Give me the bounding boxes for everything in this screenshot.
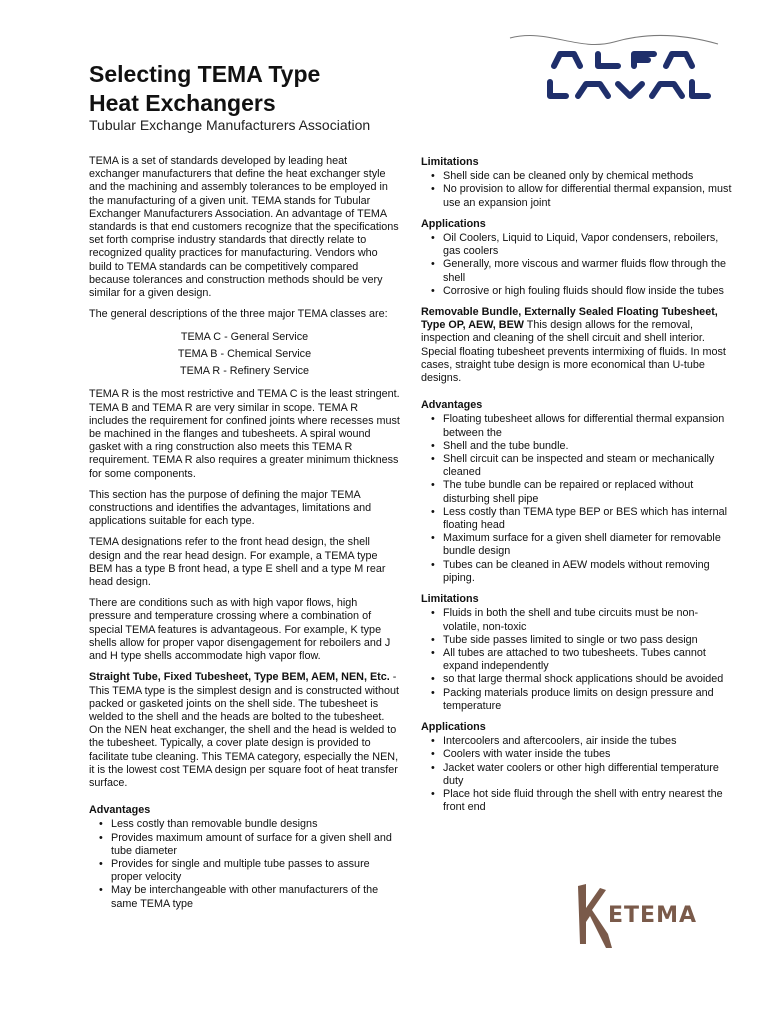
advantages-heading: Advantages <box>421 399 483 412</box>
tema-class-b: TEMA B - Chemical Service <box>177 348 312 361</box>
list-item: • Shell and the tube bundle. <box>443 440 733 453</box>
purpose-paragraph: This section has the purpose of defining the major TEMA constructions and identifies the advantages, limitations and applications suitable for each type. <box>89 488 372 528</box>
left-column <box>89 155 400 919</box>
applications-list <box>421 735 733 814</box>
tema-classes-list <box>89 329 400 380</box>
list-item: • Generally, more viscous and warmer fluids flow through the shell <box>443 258 733 284</box>
advantages-list <box>89 818 400 910</box>
conditions-paragraph: There are conditions such as with high vapor flows, high pressure and temperature crossing where a combination of special TEMA features is advantageous. For example, K type shells allow for proper vapor disengagement for reboilers and J and H type shells accommodate high vapor flow. <box>89 597 391 663</box>
list-item: • The tube bundle can be repaired or replaced without disturbing shell pipe <box>443 479 733 505</box>
list-item: • Coolers with water inside the tubes <box>443 748 733 761</box>
tema-class-r: TEMA R - Refinery Service <box>180 365 309 378</box>
tema-r-paragraph: TEMA R is the most restrictive and TEMA C is the least stringent. TEMA B and TEMA R are very similar in scope. TEMA R includes the requirement for confined joints where recesses must be machined in the flanges and tubesheets. A spiral wound gasket with a ring construction also meets this TEMA R requirement. TEMA R also requires a greater minimum thickness for some components. <box>89 388 400 480</box>
list-item: • Provides maximum amount of surface for a given shell and tube diameter <box>111 832 400 858</box>
limitations-heading: Limitations <box>421 593 479 606</box>
list-item: • Tubes can be cleaned in AEW models without removing piping. <box>443 559 733 585</box>
title-line-1: Selecting TEMA Type <box>89 61 321 87</box>
list-item: • Jacket water coolers or other high differential temperature duty <box>443 762 733 788</box>
list-item: • Maximum surface for a given shell diameter for removable bundle design <box>443 532 733 558</box>
page-subtitle: Tubular Exchange Manufacturers Association <box>89 117 371 133</box>
list-item: • Shell circuit can be inspected and steam or mechanically cleaned <box>443 453 733 479</box>
intro-paragraph: TEMA is a set of standards developed by leading heat exchanger manufacturers that define the heat exchanger style and the machining and assembly tolerances to be employed in the manufacturing of a given unit. TEMA stands for Tubular Exchanger Manufacturers Association. An advantage of TEMA standards is that end customers recognize that the specifications set forth comprise industry standards that directly relate to recognized quality practices for manufacturing. Vendors who build to TEMA standards can be competitively compared because tolerances and construction methods should be very similar for a given design. <box>89 155 399 300</box>
alfa-laval-logo <box>508 30 720 112</box>
advantages-heading: Advantages <box>89 804 151 817</box>
removable-bundle-heading: Removable Bundle, Externally Sealed Floating Tubesheet, Type OP, AEW, BEW <box>421 306 718 332</box>
advantages-list <box>421 413 733 585</box>
list-item: • Corrosive or high fouling fluids should flow inside the tubes <box>443 285 733 298</box>
designations-paragraph: TEMA designations refer to the front head design, the shell design and the rear head design. For example, a TEMA type BEM has a type B front head, a type E shell and a type M rear head design. <box>89 536 386 589</box>
page-title <box>89 60 419 118</box>
list-item: • May be interchangeable with other manufacturers of the same TEMA type <box>111 884 400 910</box>
list-item: • Oil Coolers, Liquid to Liquid, Vapor condensers, reboilers, gas coolers <box>443 232 733 258</box>
removable-bundle-paragraph <box>421 306 733 385</box>
straight-tube-paragraph <box>89 671 400 790</box>
limitations-list <box>421 607 733 713</box>
list-item: • Intercoolers and aftercoolers, air inside the tubes <box>443 735 733 748</box>
ketema-logo <box>572 878 697 950</box>
title-line-2: Heat Exchangers <box>89 90 276 116</box>
applications-heading: Applications <box>421 720 486 733</box>
list-item: • so that large thermal shock applications should be avoided <box>443 673 733 686</box>
straight-tube-heading: Straight Tube, Fixed Tubesheet, Type BEM, AEM, NEN, Etc. <box>89 671 390 684</box>
list-item: • Provides for single and multiple tube passes to assure proper velocity <box>111 858 400 884</box>
applications-heading: Applications <box>421 217 486 230</box>
right-column <box>421 156 733 822</box>
removable-bundle-text: This design allows for the removal, inspection and cleaning of the shell circuit and shell interior. Special floating tubesheet prevents intermixing of fluids. In most cases, straight tube design is more economical than U-tube designs. <box>421 319 726 385</box>
list-item: • No provision to allow for differential thermal expansion, must use an expansion joint <box>443 183 733 209</box>
tema-class-c: TEMA C - General Service <box>180 331 309 344</box>
list-item: • Less costly than removable bundle designs <box>111 818 400 831</box>
list-item: • Fluids in both the shell and tube circuits must be non-volatile, non-toxic <box>443 607 733 633</box>
limitations-heading: Limitations <box>421 156 479 168</box>
list-item: • All tubes are attached to two tubesheets. Tubes cannot expand independently <box>443 647 733 673</box>
classes-intro: The general descriptions of the three major TEMA classes are: <box>89 308 388 321</box>
list-item: • Floating tubesheet allows for differential thermal expansion between the <box>443 413 733 439</box>
list-item: • Packing materials produce limits on design pressure and temperature <box>443 687 733 713</box>
straight-tube-text: - This TEMA type is the simplest design and is constructed without packed or gasketed joints on the shell side. The tubesheet is welded to the shell and the heads are bolted to the tubesheet. On the NEN heat exchanger, the shell and the head is welded to the tubesheet. Typically, a cover plate design is provided to facilitate tube cleaning. This TEMA category, especially the NEN, it is the lowest cost TEMA design per square foot of heat transfer surface. <box>89 671 400 789</box>
list-item: • Tube side passes limited to single or two pass design <box>443 634 733 647</box>
list-item: • Place hot side fluid through the shell with entry nearest the front end <box>443 788 733 814</box>
applications-list <box>421 232 733 298</box>
ketema-logo-letters: ETEMA <box>608 903 697 928</box>
limitations-list <box>421 170 733 210</box>
list-item: • Shell side can be cleaned only by chemical methods <box>443 170 733 183</box>
list-item: • Less costly than TEMA type BEP or BES which has internal floating head <box>443 506 733 532</box>
